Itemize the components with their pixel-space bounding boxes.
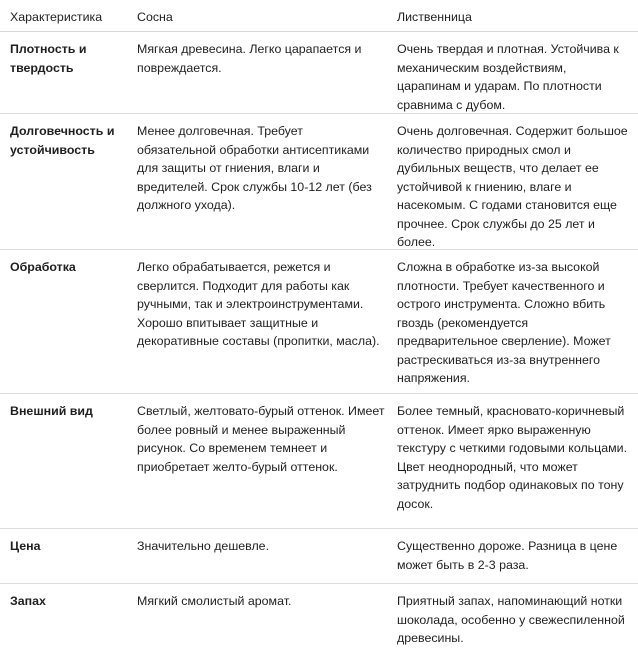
larch-cell: Более темный, красновато-коричневый оттенок. Имеет ярко выраженную текстуру с четкими годовыми кольцами. Цвет неоднородный, что может затруднить подбор одинаковых по тону досок. bbox=[397, 404, 628, 511]
row-characteristic bbox=[0, 258, 137, 393]
header-larch: Лиственница bbox=[397, 10, 472, 24]
table-row bbox=[0, 529, 638, 584]
pine-cell: Значительно дешевле. bbox=[137, 539, 270, 553]
row-characteristic bbox=[0, 592, 137, 660]
larch-cell: Существенно дороже. Разница в цене может быть в 2-3 раза. bbox=[397, 539, 618, 572]
characteristic-label: Долговечность и устойчивость bbox=[10, 124, 115, 157]
table-row bbox=[0, 584, 638, 660]
larch-cell: Сложна в обработке из-за высокой плотности. Требует качественного и острого инструмента. Сложно вбить гвоздь (рекомендуется предварительное сверление). Может растрескиваться из-за внутреннего напряжения. bbox=[397, 260, 611, 385]
row-characteristic bbox=[0, 122, 137, 249]
pine-cell: Мягкий смолистый аромат. bbox=[137, 594, 292, 608]
characteristic-label: Плотность и твердость bbox=[10, 42, 87, 75]
pine-cell: Светлый, желтовато-бурый оттенок. Имеет более ровный и менее выраженный рисунок. Со временем темнеет и приобретает желто-бурый оттенок. bbox=[137, 404, 385, 474]
table-header-row bbox=[0, 0, 638, 32]
header-pine: Сосна bbox=[137, 10, 173, 24]
pine-cell: Менее долговечная. Требует обязательной обработки антисептиками для защиты от гниения, влаги и вредителей. Срок службы 10-12 лет (без должного ухода). bbox=[137, 124, 372, 212]
table-row bbox=[0, 114, 638, 250]
table-row bbox=[0, 394, 638, 529]
characteristic-label: Внешний вид bbox=[10, 404, 93, 418]
row-characteristic bbox=[0, 40, 137, 113]
characteristic-label: Запах bbox=[10, 594, 46, 608]
header-characteristic: Характеристика bbox=[10, 10, 103, 24]
table-row bbox=[0, 250, 638, 394]
characteristic-label: Цена bbox=[10, 539, 41, 553]
larch-cell: Очень твердая и плотная. Устойчива к механическим воздействиям, царапинам и ударам. По плотности сравнима с дубом. bbox=[397, 42, 619, 112]
characteristic-label: Обработка bbox=[10, 260, 76, 274]
table-row bbox=[0, 32, 638, 114]
larch-cell: Приятный запах, напоминающий нотки шоколада, особенно у свежеспиленной древесины. bbox=[397, 594, 625, 645]
row-characteristic bbox=[0, 537, 137, 583]
pine-cell: Легко обрабатывается, режется и сверлится. Подходит для работы как ручными, так и электроинструментами. Хорошо впитывает защитные и декоративные составы (пропитки, масла). bbox=[137, 260, 380, 348]
pine-cell: Мягкая древесина. Легко царапается и повреждается. bbox=[137, 42, 362, 75]
row-characteristic bbox=[0, 402, 137, 528]
larch-cell: Очень долговечная. Содержит большое количество природных смол и дубильных веществ, что делает ее устойчивой к гниению, влаге и насекомым. С годами становится еще прочнее. Срок службы до 25 лет и более. bbox=[397, 124, 628, 249]
